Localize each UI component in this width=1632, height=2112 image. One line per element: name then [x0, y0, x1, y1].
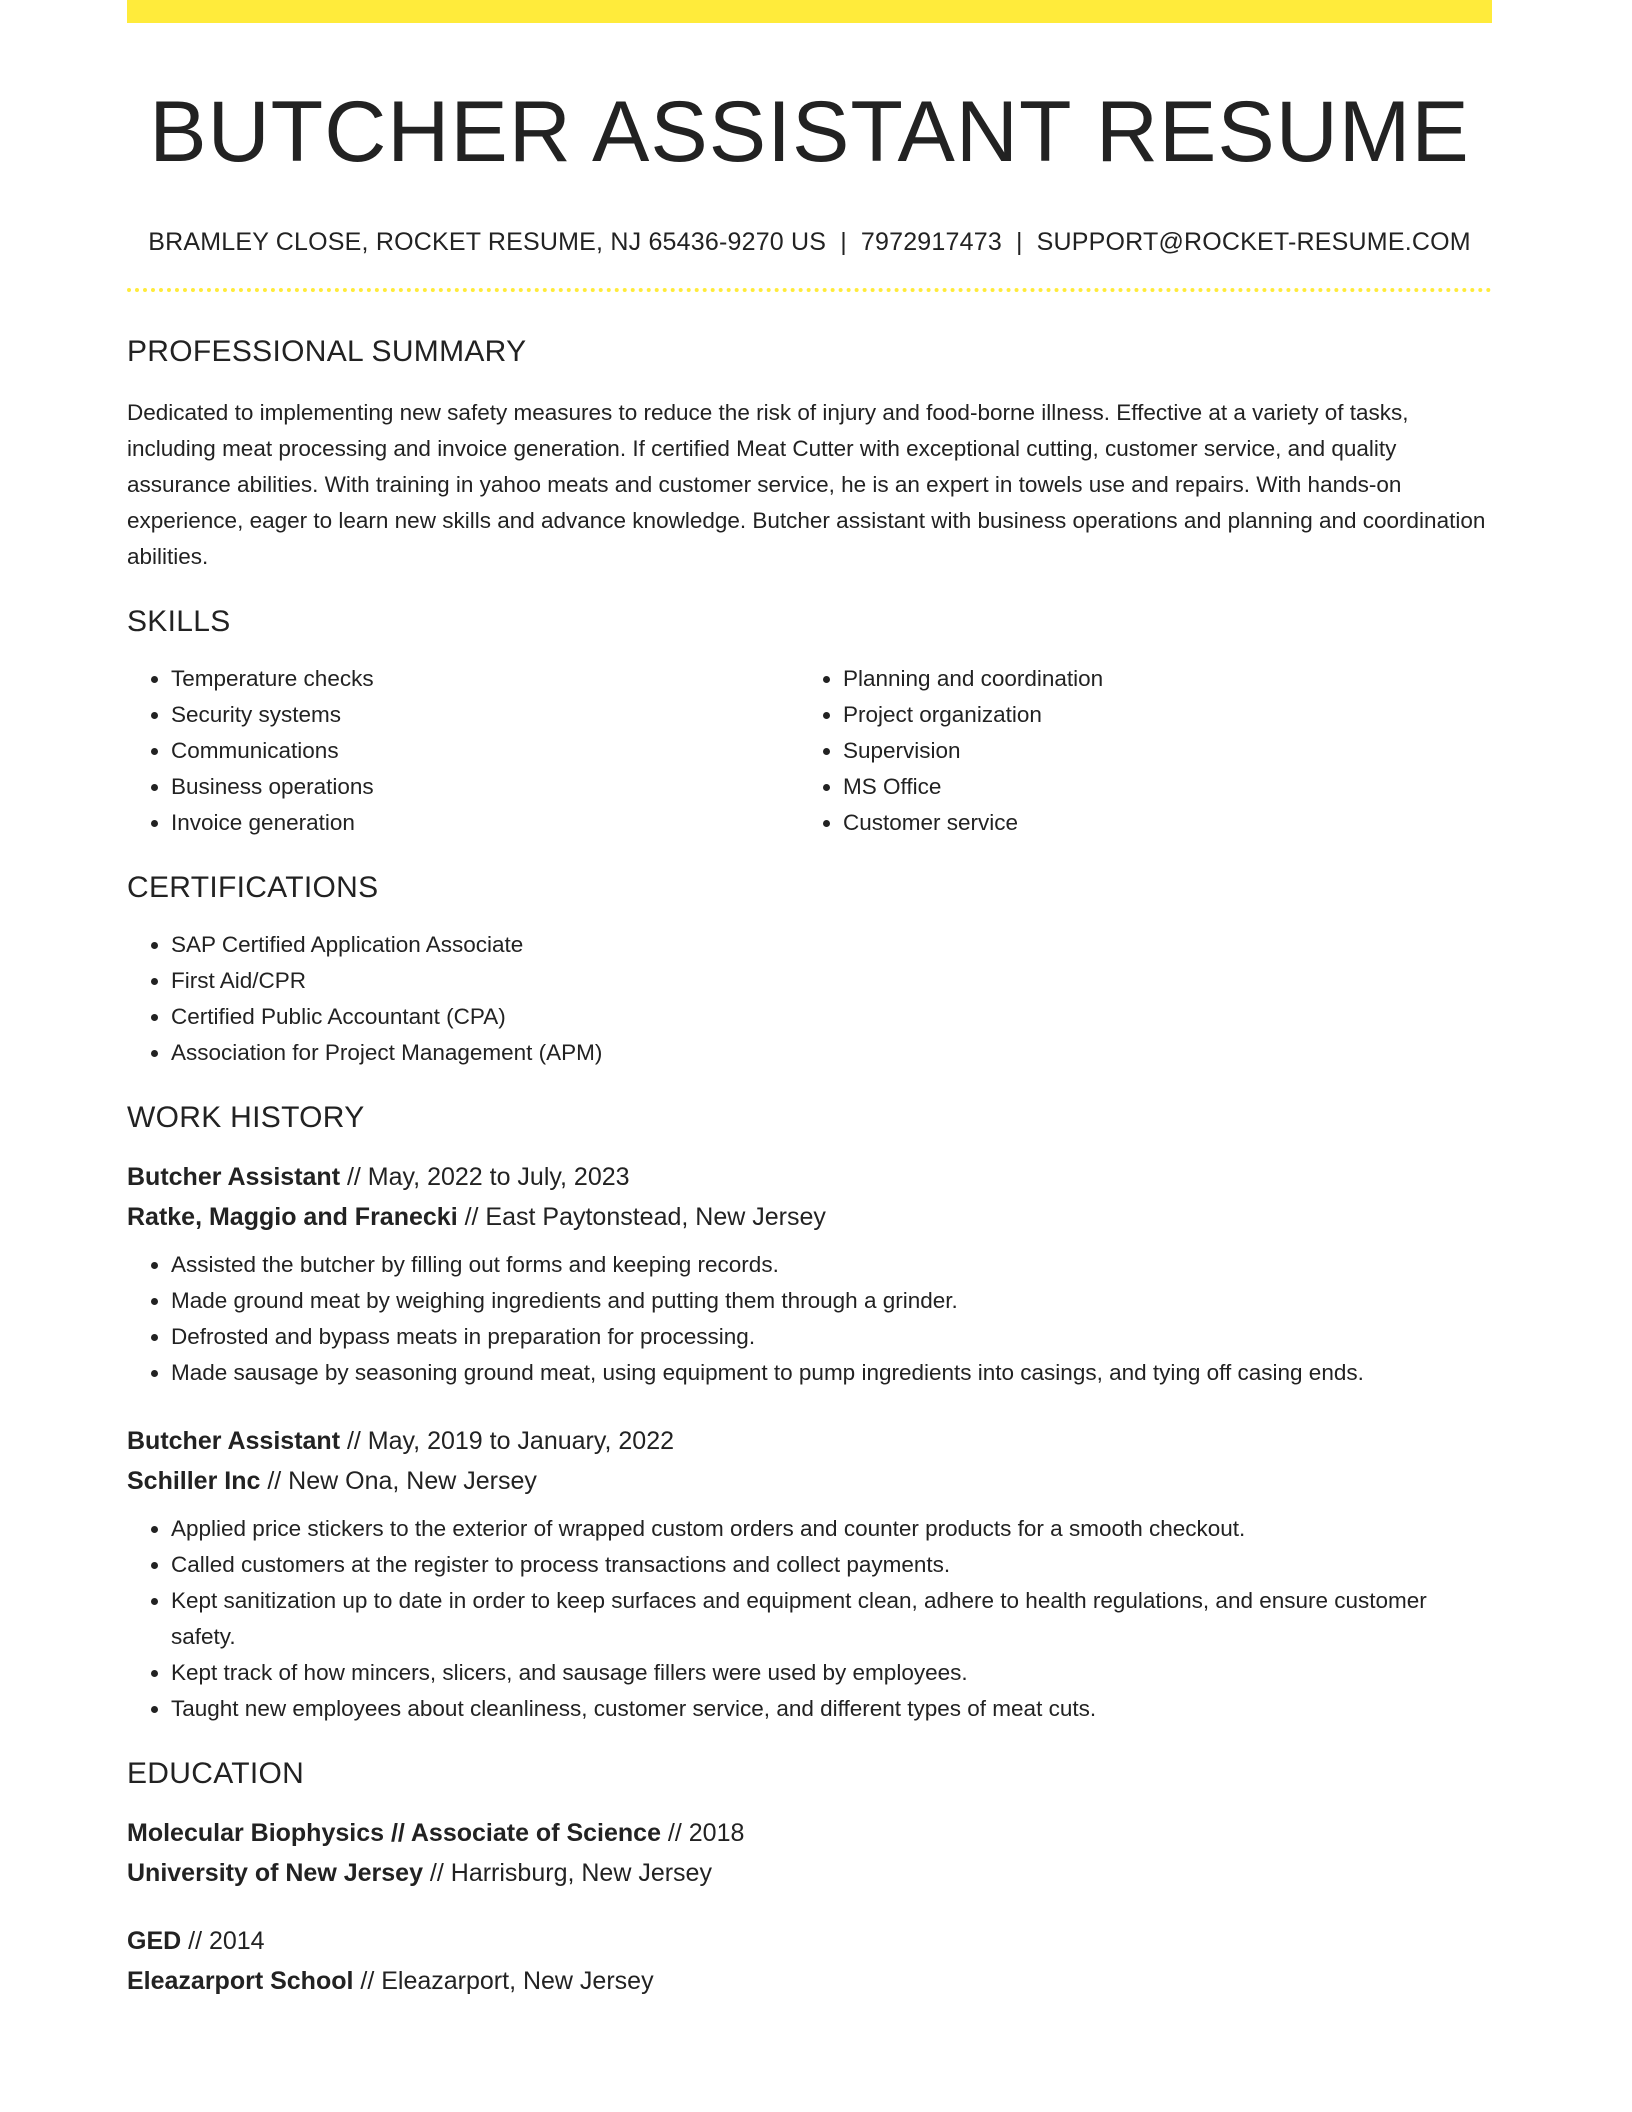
skill-item: • Temperature checks: [171, 661, 799, 697]
job-dates: // May, 2022 to July, 2023: [340, 1162, 630, 1191]
job-bullet: • Made ground meat by weighing ingredients and putting them through a grinder.: [171, 1283, 1492, 1319]
certification-item: • SAP Certified Application Associate: [171, 927, 1492, 963]
skills-column-left: [127, 661, 799, 841]
contact-separator: |: [840, 227, 847, 256]
degree-line: [127, 1813, 1492, 1853]
job-location: // New Ona, New Jersey: [260, 1466, 537, 1495]
job-entry: [127, 1157, 1492, 1391]
graduation-year: // 2018: [660, 1818, 745, 1847]
education-entry: [127, 1921, 1492, 2001]
skill-item: • Security systems: [171, 697, 799, 733]
school-line: [127, 1961, 1492, 2001]
school-line: [127, 1853, 1492, 1893]
certification-item: • Association for Project Management (APM): [171, 1035, 1492, 1071]
dotted-divider: [127, 288, 1492, 292]
education-heading: EDUCATION: [127, 1756, 305, 1790]
job-bullet: • Applied price stickers to the exterior of wrapped custom orders and counter products for a smooth checkout.: [171, 1511, 1492, 1547]
school-location: // Eleazarport, New Jersey: [353, 1966, 654, 1995]
top-accent-bar: [127, 0, 1492, 23]
school-name: University of New Jersey: [127, 1858, 423, 1887]
job-bullet: • Made sausage by seasoning ground meat, using equipment to pump ingredients into casings, and tying off casing ends.: [171, 1355, 1492, 1391]
skills-column-right: [799, 661, 1471, 841]
job-bullet: • Defrosted and bypass meats in preparation for processing.: [171, 1319, 1492, 1355]
skill-item: • Planning and coordination: [843, 661, 1471, 697]
certification-item: • First Aid/CPR: [171, 963, 1492, 999]
degree: GED: [127, 1926, 182, 1955]
skill-item: • Supervision: [843, 733, 1471, 769]
address: BRAMLEY CLOSE, ROCKET RESUME, NJ 65436-9270 US: [148, 227, 827, 256]
job-company: Ratke, Maggio and Franecki: [127, 1202, 458, 1231]
job-company-line: [127, 1197, 1492, 1237]
job-company: Schiller Inc: [127, 1466, 261, 1495]
degree-line: [127, 1921, 1492, 1961]
phone-number: 7972917473: [860, 227, 1002, 256]
job-bullet: • Called customers at the register to process transactions and collect payments.: [171, 1547, 1492, 1583]
job-title-line: [127, 1421, 1492, 1461]
job-title-line: [127, 1157, 1492, 1197]
skill-item: • Invoice generation: [171, 805, 799, 841]
certifications-list: [127, 927, 1492, 1071]
job-bullets: [127, 1511, 1492, 1727]
skill-item: • Business operations: [171, 769, 799, 805]
contact-separator: |: [1015, 227, 1023, 256]
job-title: Butcher Assistant: [127, 1162, 341, 1191]
job-entry: [127, 1421, 1492, 1727]
job-bullet: • Taught new employees about cleanliness, customer service, and different types of meat cuts.: [171, 1691, 1492, 1727]
job-title: Butcher Assistant: [127, 1426, 341, 1455]
school-location: // Harrisburg, New Jersey: [422, 1858, 712, 1887]
job-location: // East Paytonstead, New Jersey: [457, 1202, 826, 1231]
skill-item: • Customer service: [843, 805, 1471, 841]
resume-page: [127, 0, 1492, 2001]
education-entry: [127, 1813, 1492, 1893]
skills-grid: [127, 661, 1492, 841]
job-bullets: [127, 1247, 1492, 1391]
resume-title: BUTCHER ASSISTANT RESUME: [149, 84, 1470, 180]
skill-item: • Communications: [171, 733, 799, 769]
summary-text: Dedicated to implementing new safety measures to reduce the risk of injury and food-borne illness. Effective at a variety of tasks, including meat processing and invoice generation. If certified Meat Cutter with exceptional cutting, customer service, and quality assurance abilities. With training in yahoo meats and customer service, he is an expert in towels use and repairs. With hands-on experience, eager to learn new skills and advance knowledge. Butcher assistant with business operations and planning and coordination abilities.: [127, 399, 1486, 569]
school-name: Eleazarport School: [127, 1966, 354, 1995]
job-bullet: • Kept track of how mincers, slicers, and sausage fillers were used by employees.: [171, 1655, 1492, 1691]
email-address: SUPPORT@ROCKET-RESUME.COM: [1036, 227, 1471, 256]
work-history-heading: WORK HISTORY: [127, 1100, 365, 1134]
skill-item: • Project organization: [843, 697, 1471, 733]
certifications-heading: CERTIFICATIONS: [127, 870, 379, 904]
job-dates: // May, 2019 to January, 2022: [340, 1426, 675, 1455]
job-bullet: • Assisted the butcher by filling out forms and keeping records.: [171, 1247, 1492, 1283]
summary-heading: PROFESSIONAL SUMMARY: [127, 334, 527, 368]
skills-heading: SKILLS: [127, 604, 231, 638]
contact-line: [127, 228, 1492, 257]
certification-item: • Certified Public Accountant (CPA): [171, 999, 1492, 1035]
skill-item: • MS Office: [843, 769, 1471, 805]
job-bullet: • Kept sanitization up to date in order to keep surfaces and equipment clean, adhere to health regulations, and ensure customer safety.: [171, 1583, 1492, 1655]
degree: Molecular Biophysics // Associate of Science: [127, 1818, 661, 1847]
job-company-line: [127, 1461, 1492, 1501]
graduation-year: // 2014: [181, 1926, 265, 1955]
